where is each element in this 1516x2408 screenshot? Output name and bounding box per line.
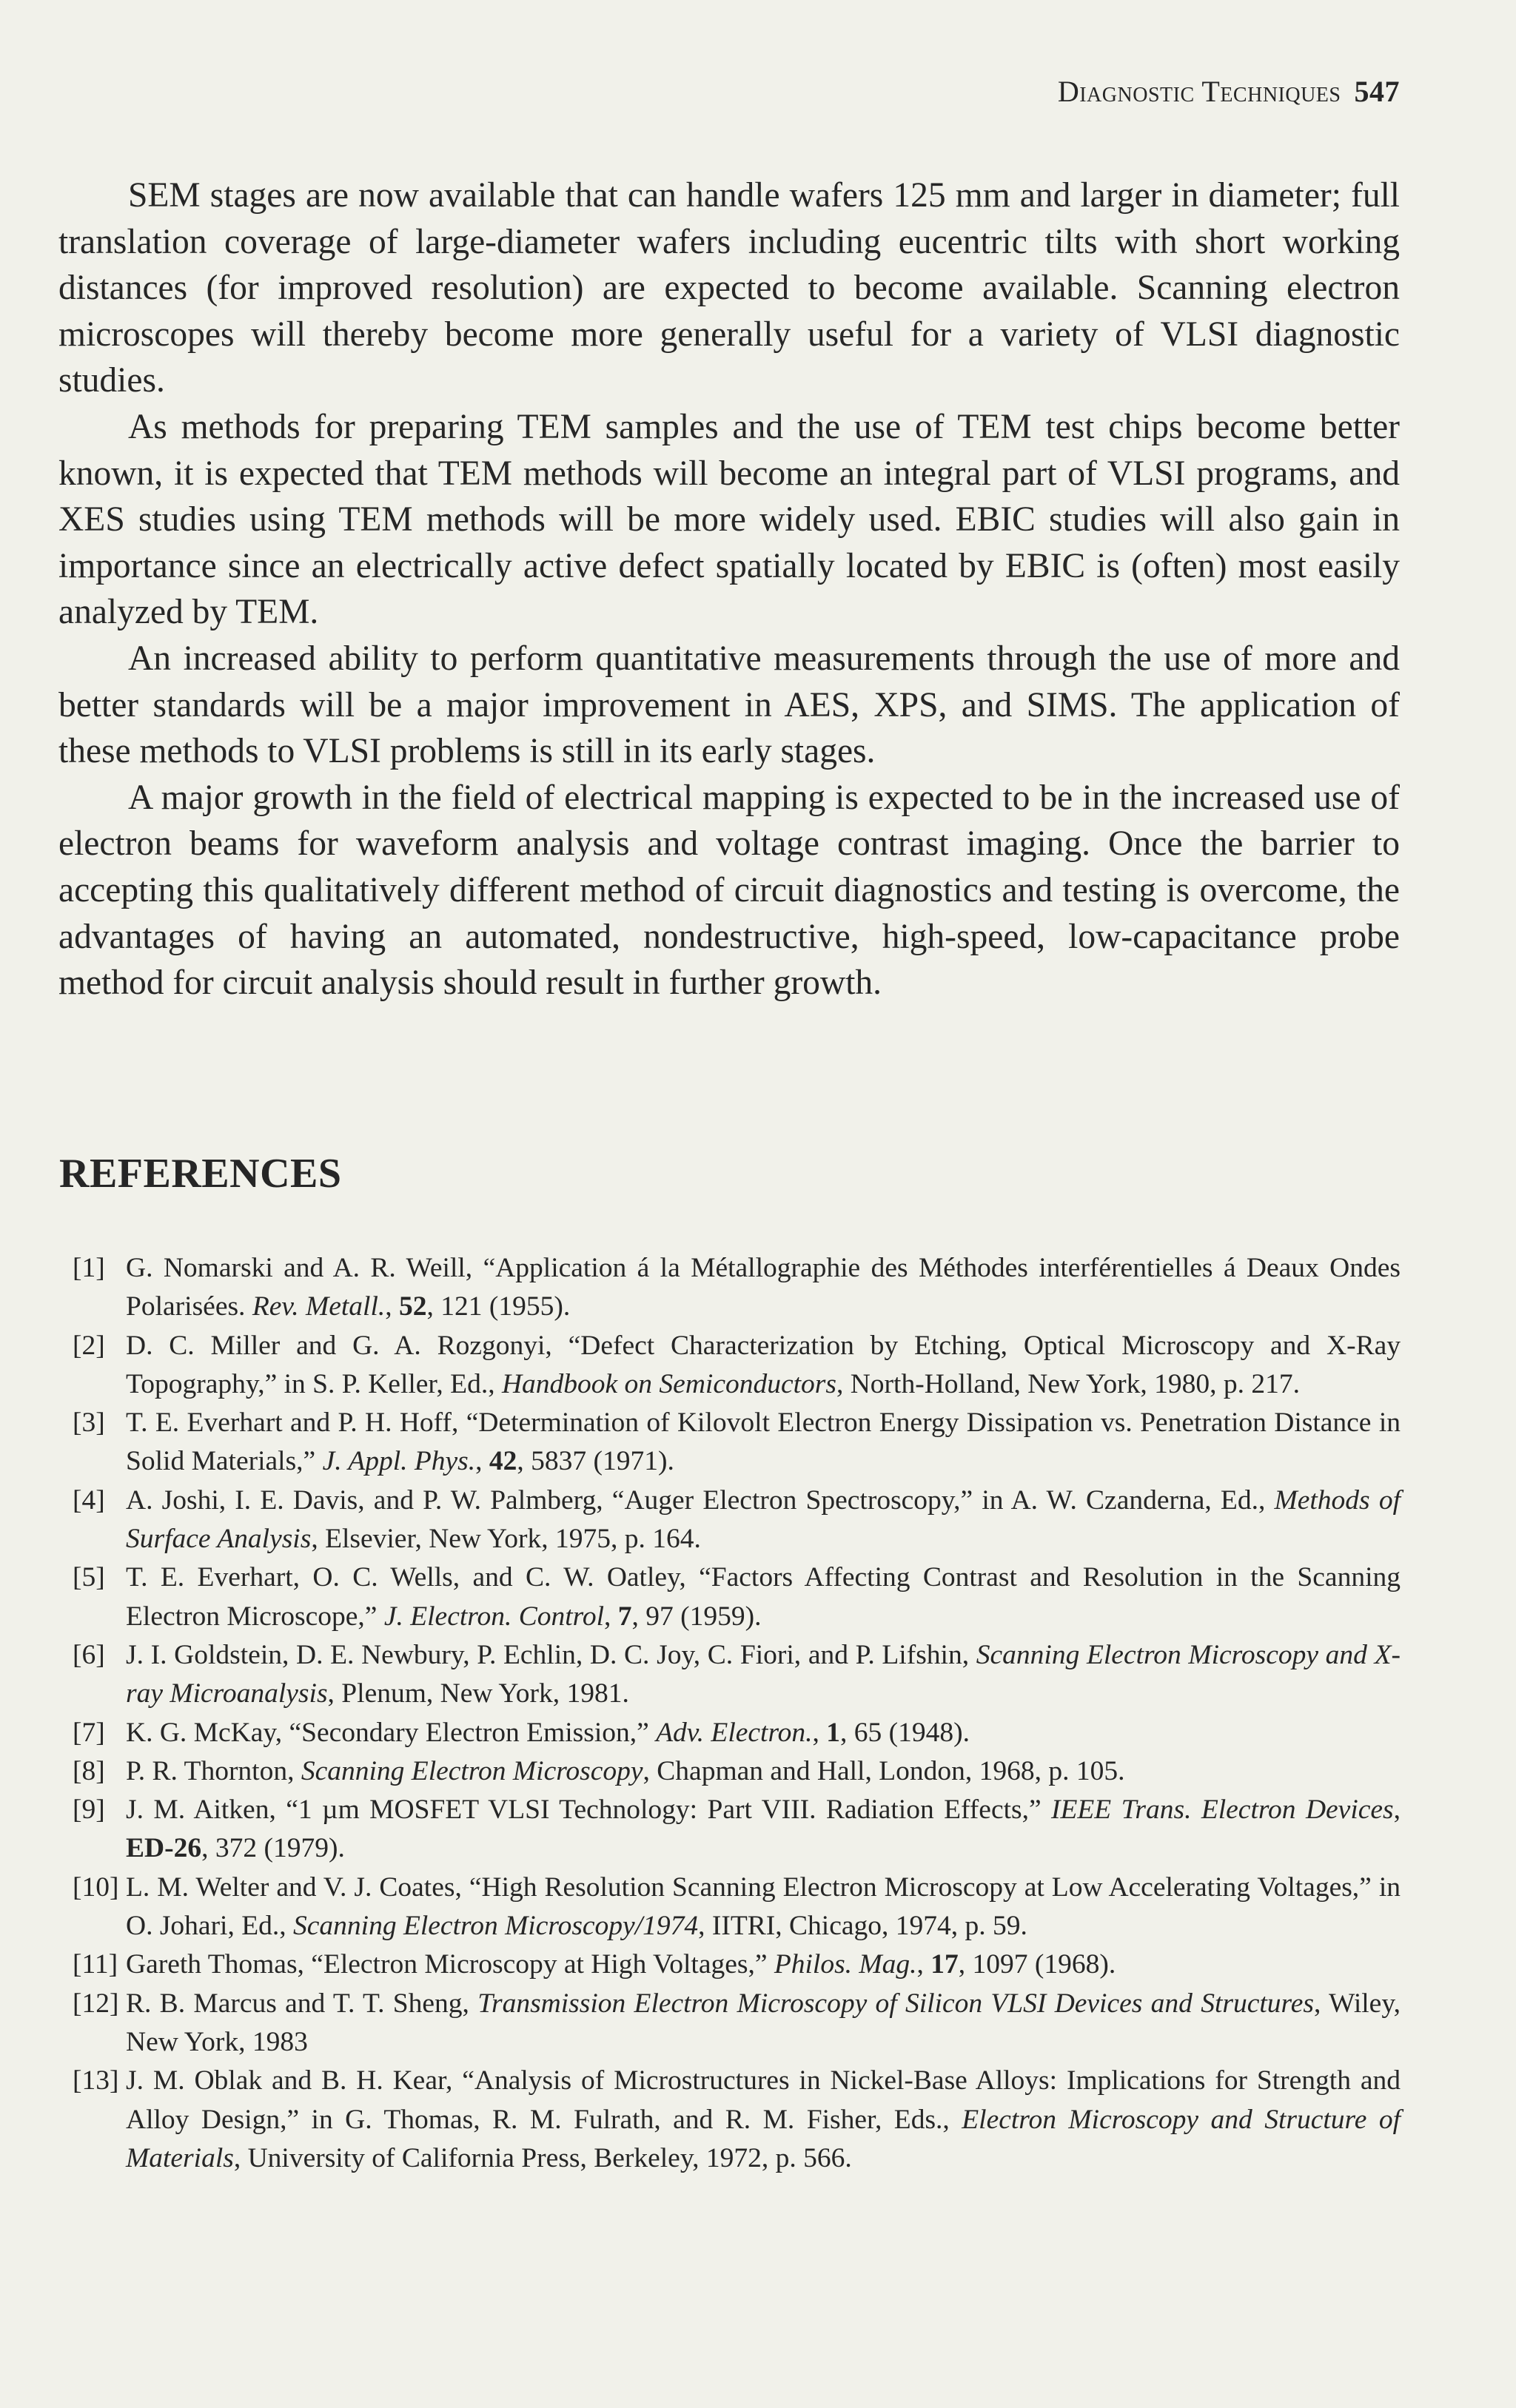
reference-details: , Wiley, New York, 1983: [126, 1988, 1401, 2057]
reference-item: [59, 1869, 1401, 1946]
reference-number: [11]: [73, 1949, 118, 1980]
references-heading: REFERENCES: [59, 1151, 342, 1197]
reference-text: J. M. Aitken, “1 µm MOSFET VLSI Technology: Part VIII. Radiation Effects,” IEEE Trans. Electron Devices, ED-26, 372 (1979).: [126, 1795, 1401, 1864]
reference-details: , Chapman and Hall, London, 1968, p. 105.: [643, 1755, 1125, 1786]
reference-source: Philos. Mag.: [774, 1949, 917, 1980]
reference-authors: L. M. Welter and V. J. Coates,: [126, 1871, 469, 1903]
reference-text: [126, 1636, 1401, 1714]
reference-authors: A. Joshi, I. E. Davis, and P. W. Palmberg,: [126, 1484, 612, 1516]
reference-text: [126, 2062, 1401, 2178]
reference-source: Handbook on Semiconductors: [501, 1368, 836, 1399]
reference-item: [59, 1985, 1401, 2062]
reference-title: “Defect Characterization by Etching, Optical Microscopy and X-Ray Topography,” in S. P. Keller, Ed.,: [126, 1330, 1401, 1399]
reference-details: , University of California Press, Berkeley, 1972, p. 566.: [233, 2142, 852, 2173]
reference-item: [59, 1636, 1401, 1714]
reference-number: [12]: [73, 1988, 119, 2019]
reference-volume: ED-26: [126, 1833, 202, 1864]
reference-item: [59, 1404, 1401, 1482]
reference-source: J. Electron. Control: [383, 1601, 605, 1632]
reference-number: [6]: [73, 1639, 105, 1670]
reference-authors: T. E. Everhart and P. H. Hoff,: [126, 1408, 466, 1439]
reference-number: [2]: [73, 1330, 105, 1361]
reference-source: Transmission Electron Microscopy of Silicon VLSI Devices and Structures: [477, 1988, 1314, 2019]
reference-number: [7]: [73, 1717, 105, 1748]
reference-text: [126, 1869, 1401, 1946]
reference-number: [4]: [73, 1484, 105, 1516]
reference-source: Methods of Surface Analysis: [126, 1484, 1401, 1555]
reference-text: T. E. Everhart, O. C. Wells, and C. W. Oatley, “Factors Affecting Contrast and Resolution in the Scanning Electron Microscope,” J. Electron. Control, 7, 97 (1959).: [126, 1562, 1401, 1632]
reference-details: , 5837 (1971).: [517, 1446, 674, 1477]
reference-details: , 65 (1948).: [840, 1717, 970, 1748]
reference-number: [3]: [73, 1408, 105, 1439]
reference-title: “Application á la Métallographie des Méthodes interférentielles á Deaux Ondes Polarisées.: [126, 1253, 1401, 1322]
reference-source: Scanning Electron Microscopy/1974: [293, 1911, 699, 1942]
reference-title: “Secondary Electron Emission,”: [289, 1717, 657, 1748]
reference-source: Scanning Electron Microscopy and X-ray Microanalysis: [126, 1639, 1401, 1709]
reference-item: [59, 1714, 1401, 1752]
reference-title: “Auger Electron Spectroscopy,” in A. W. Czanderna, Ed.,: [611, 1484, 1275, 1516]
reference-source: IEEE Trans. Electron Devices: [1051, 1795, 1394, 1826]
reference-number: [10]: [73, 1871, 119, 1903]
reference-source: Scanning Electron Microscopy: [301, 1755, 643, 1786]
reference-details: , North-Holland, New York, 1980, p. 217.: [836, 1368, 1300, 1399]
reference-text: [126, 1482, 1401, 1559]
reference-details: , 97 (1959).: [631, 1601, 762, 1632]
reference-title: “1 µm MOSFET VLSI Technology: Part VIII. Radiation Effects,”: [286, 1795, 1051, 1826]
running-title: Diagnostic Techniques: [1057, 75, 1341, 108]
reference-text: [126, 1985, 1401, 2062]
reference-volume: 42: [489, 1446, 517, 1477]
reference-authors: T. E. Everhart, O. C. Wells, and C. W. Oatley,: [126, 1562, 700, 1593]
reference-item: [59, 2062, 1401, 2178]
paragraph: As methods for preparing TEM samples and the use of TEM test chips become better known, it is expected that TEM methods will become an integral part of VLSI programs, and XES studies using TEM methods will be more widely used. EBIC studies will also gain in importance since an electrically active defect spatially located by EBIC is (often) most easily analyzed by TEM.: [58, 407, 1400, 632]
reference-volume: 1: [826, 1717, 841, 1748]
reference-details: , 372 (1979).: [201, 1833, 345, 1864]
reference-item: [59, 1327, 1401, 1405]
paragraph: A major growth in the field of electrical mapping is expected to be in the increased use of electron beams for waveform analysis and voltage contrast imaging. Once the barrier to accepting this qualitatively different method of circuit diagnostics and testing is overcome, the advantages of having an automated, nondestructive, high-speed, low-capacitance probe method for circuit analysis should result in further growth.: [58, 778, 1400, 1003]
reference-authors: J. M. Aitken,: [126, 1795, 286, 1826]
reference-details: , 1097 (1968).: [958, 1949, 1116, 1980]
reference-number: [1]: [73, 1253, 105, 1283]
reference-item: [59, 1249, 1401, 1327]
reference-details: , Plenum, New York, 1981.: [327, 1678, 629, 1709]
reference-text: T. E. Everhart and P. H. Hoff, “Determination of Kilovolt Electron Energy Dissipation vs. Penetration Distance in Solid Materials,” J. Appl. Phys., 42, 5837 (1971).: [126, 1408, 1401, 1477]
reference-authors: Gareth Thomas,: [126, 1949, 312, 1980]
paragraph: SEM stages are now available that can handle wafers 125 mm and larger in diameter; full translation coverage of large-diameter wafers including eucentric tilts with short working distances (for improved resolution) are expected to become available. Scanning electron microscopes will thereby become more generally useful for a variety of VLSI diagnostic studies.: [58, 176, 1400, 400]
reference-source: Electron Microscopy and Structure of Materials: [126, 2104, 1401, 2173]
reference-source: Rev. Metall.: [252, 1291, 386, 1322]
reference-volume: 17: [930, 1949, 959, 1980]
reference-authors: K. G. McKay,: [126, 1717, 289, 1748]
reference-volume: 7: [617, 1601, 632, 1632]
reference-source: J. Appl. Phys.: [322, 1446, 476, 1477]
reference-details: , IITRI, Chicago, 1974, p. 59.: [698, 1911, 1027, 1942]
reference-list: [59, 1249, 1401, 2178]
reference-authors: G. Nomarski and A. R. Weill,: [126, 1253, 483, 1283]
reference-number: [8]: [73, 1755, 105, 1786]
reference-item: [59, 1482, 1401, 1559]
reference-authors: P. R. Thornton,: [126, 1755, 301, 1786]
reference-text: K. G. McKay, “Secondary Electron Emission,” Adv. Electron., 1, 65 (1948).: [126, 1717, 970, 1748]
body-text: [58, 172, 1400, 1006]
reference-authors: J. M. Oblak and B. H. Kear,: [126, 2065, 463, 2096]
reference-authors: D. C. Miller and G. A. Rozgonyi,: [126, 1330, 568, 1361]
reference-title: “High Resolution Scanning Electron Microscopy at Low Accelerating Voltages,” in O. Johari, Ed.,: [126, 1871, 1401, 1942]
reference-title: “Factors Affecting Contrast and Resolution in the Scanning Electron Microscope,”: [126, 1562, 1401, 1632]
reference-authors: J. I. Goldstein, D. E. Newbury, P. Echlin, D. C. Joy, C. Fiori, and P. Lifshin,: [126, 1639, 976, 1670]
reference-text: [126, 1327, 1401, 1405]
reference-item: [59, 1945, 1401, 1984]
reference-text: [126, 1752, 1401, 1791]
reference-source: Adv. Electron.: [656, 1717, 813, 1748]
reference-number: [9]: [73, 1795, 105, 1826]
reference-text: Gareth Thomas, “Electron Microscopy at High Voltages,” Philos. Mag., 17, 1097 (1968).: [126, 1949, 1116, 1980]
reference-volume: 52: [399, 1291, 427, 1322]
paragraph: An increased ability to perform quantitative measurements through the use of more and better standards will be a major improvement in AES, XPS, and SIMS. The application of these methods to VLSI problems is still in its early stages.: [58, 639, 1400, 771]
reference-item: [59, 1752, 1401, 1791]
reference-title: “Determination of Kilovolt Electron Energy Dissipation vs. Penetration Distance in Solid Materials,”: [126, 1408, 1401, 1477]
running-head: [1058, 74, 1400, 109]
reference-details: , 121 (1955).: [426, 1291, 571, 1322]
reference-title: “Analysis of Microstructures in Nickel-Base Alloys: Implications for Strength and Alloy Design,” in G. Thomas, R. M. Fulrath, and R. M. Fisher, Eds.,: [126, 2065, 1401, 2135]
reference-item: [59, 1791, 1401, 1869]
reference-text: G. Nomarski and A. R. Weill, “Application á la Métallographie des Méthodes interférentielles á Deaux Ondes Polarisées. Rev. Metall., 52, 121 (1955).: [126, 1253, 1401, 1322]
reference-item: [59, 1558, 1401, 1636]
reference-authors: R. B. Marcus and T. T. Sheng,: [126, 1988, 478, 2019]
reference-details: , Elsevier, New York, 1975, p. 164.: [311, 1524, 701, 1555]
reference-title: “Electron Microscopy at High Voltages,”: [311, 1949, 774, 1980]
page-number: 547: [1354, 75, 1400, 108]
reference-number: [5]: [73, 1562, 105, 1593]
reference-number: [13]: [73, 2065, 119, 2096]
